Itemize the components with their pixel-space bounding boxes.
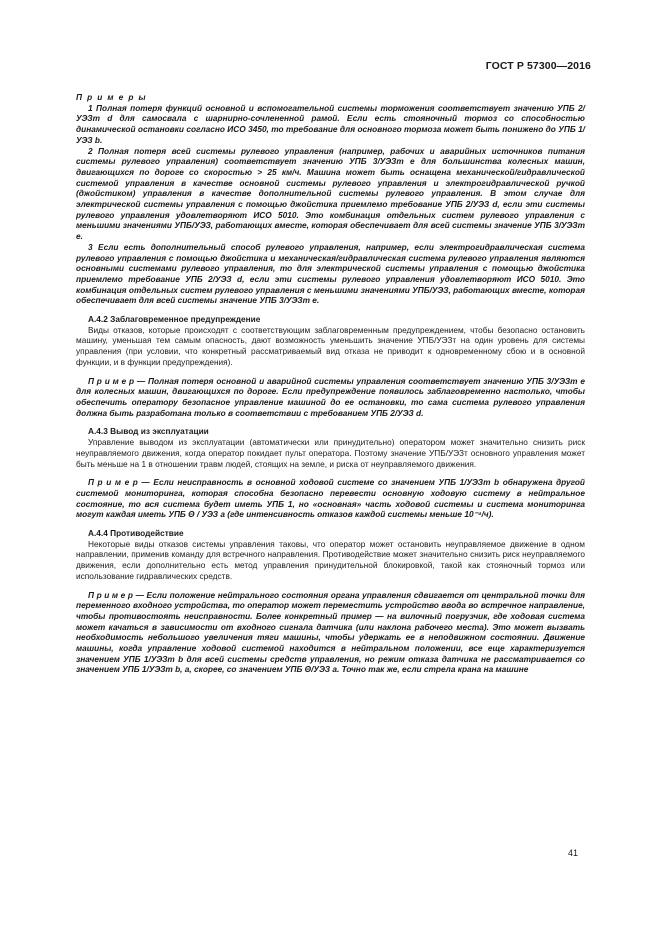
spacer [76, 582, 585, 590]
standard-designation: ГОСТ Р 57300—2016 [485, 60, 591, 72]
spacer [76, 520, 585, 528]
spacer [76, 306, 585, 314]
page-number: 41 [567, 848, 578, 858]
section-heading-a42: А.4.2 Заблаговременное предупреждение [88, 314, 261, 325]
example-1: 1 Полная потеря функций основной и вспомогательной системы торможения соответствует значению УПБ 2/УЭЗт d для самосвала с шарнирно-сочлененной рамой. Если есть стояночный тормоз со способностью динамической остановки согласно ИСО 3450, то требование для основного тормоза может быть понижено до УПБ 1/УЭЗ b. [76, 102, 585, 145]
spacer [76, 469, 585, 477]
example-3: 3 Если есть дополнительный способ рулевого управления, например, если электрогидравлическая система рулевого управления с помощью джойстика и механическая/гидравлическая система рулевого управления являются основными системами рулевого управления, то для электрической системы управления с помощью джойстика приемлемо требование УПБ 2/УЭЗ d, если эти системы рулевого управления удовлетворяют ИСО 5010. Это комбинация отдельных систем рулевого управления с меньшими значениями УПБ/УЭЗ, работающих вместе, которая обеспечивает для всей системы значение УПБ 3/УЭЗт е. [76, 241, 585, 306]
section-a43-text: Управление выводом из эксплуатации (автоматически или принудительно) оператором может значительно снизить риск неуправляемого движения, когда оператор покидает пульт оператора. Поэтому значение УПБ/УЭЗт основного управления может быть меньше на 1 в отношении травм людей, стоящих на земле, и риска от неуправляемого движения. [76, 437, 585, 469]
example-2: 2 Полная потеря всей системы рулевого управления (например, рабочих и аварийных источников питания системы рулевого управления) соответствует значению УПБ 3/УЭЗт е для большинства колесных машин, двигающихся по дороге со скоростью > 25 км/ч. Машина может быть оснащена механической/гидравлической системой управления в качестве основной системы рулевого управления и электрогидравлической ручкой (джойстиком) управления в качестве дополнительной системы рулевого управления. В этом случае для электрической системы управления с помощью джойстика приемлемо требование УПБ 2/УЭЗ d, если эти системы рулевого управления удовлетворяют ИСО 5010. Это комбинация отдельных систем рулевого управления с меньшими значениями УПБ/УЭЗ, работающих вместе, которая обеспечивает для всей системы значение УПБ 3/УЭЗт е. [76, 145, 585, 242]
spacer [76, 368, 585, 376]
section-a44-text: Некоторые виды отказов системы управления таковы, что оператор может остановить неуправляемое движение в одном направлении, применив команду для встречного направления. Противодействие может значительно снизить риск неуправляемого движения, если дополнительно есть метод управления принудительной блокировкой, такой как стояночный тормоз или использование гидравлических средств. [76, 538, 585, 581]
example-a44: П р и м е р — Если положение нейтрального состояния органа управления сдвигается от центральной точки для переменного входного устройства, то оператор может переместить устройство ввода во встречное направление, чтобы противостоять неисправности. Более конкретный пример — на вилочный погрузчик, где ходовая система может качаться в зависимости от входного сигнала датчика (или наклона рабочего места). Это может вызвать необходимость небольшого увеличения тяги машины, чтобы удержать ее в неподвижном состоянии. Движение машины, когда управление ходовой системой находится в нейтральном положении, все еще характеризуется значением УПБ 1/УЭЗт b для всей системы средств управления, но режим отказа датчика не рассматривается со значением УПБ 1/УЭЗт b, а, скорее, со значением УПБ Θ/УЭЗ а. Точно так же, если стрела крана на машине [76, 589, 585, 675]
spacer [76, 418, 585, 426]
page-body [76, 92, 585, 675]
example-a42: П р и м е р — Полная потеря основной и аварийной системы управления соответствует значению УПБ 3/УЭЗт е для колесных машин, двигающихся по дороге. Если предупреждение появилось заблаговременно настолько, чтобы обеспечить оператору безопасное управление машиной до ее остановки, то сама система рулевого управления должна быть разработана только в соответствии с требованием УПБ 2/УЭЗ d. [76, 375, 585, 418]
examples-heading: П р и м е р ы [76, 92, 148, 102]
section-heading-a44: А.4.4 Противодействие [88, 528, 184, 539]
section-a42-text: Виды отказов, которые происходят с соответствующим заблаговременным предупреждением, чтобы безопасно остановить машину, уменьшая тем самым опасность, дают возможность уменьшить значение УПБ/УЭЗт на один уровень для системы управления (при условии, что конкретный рассматриваемый вид отказа не приводит к одновременному сбою и в основной функции, и в функции предупреждения). [76, 324, 585, 367]
example-a43: П р и м е р — Если неисправность в основной ходовой системе со значением УПБ 1/УЭЗт b обнаружена другой системой мониторинга, которая способна безопасно перевести основную ходовую систему в нейтральное состояние, то вся система будет иметь УПБ 1, но «основная» часть ходовой системы и система мониторинга могут каждая иметь УПБ Θ / УЭЗ а (где интенсивность отказов каждой системы меньше 10⁻⁴/ч). [76, 477, 585, 520]
section-heading-a43: А.4.3 Вывод из эксплуатации [88, 426, 209, 437]
